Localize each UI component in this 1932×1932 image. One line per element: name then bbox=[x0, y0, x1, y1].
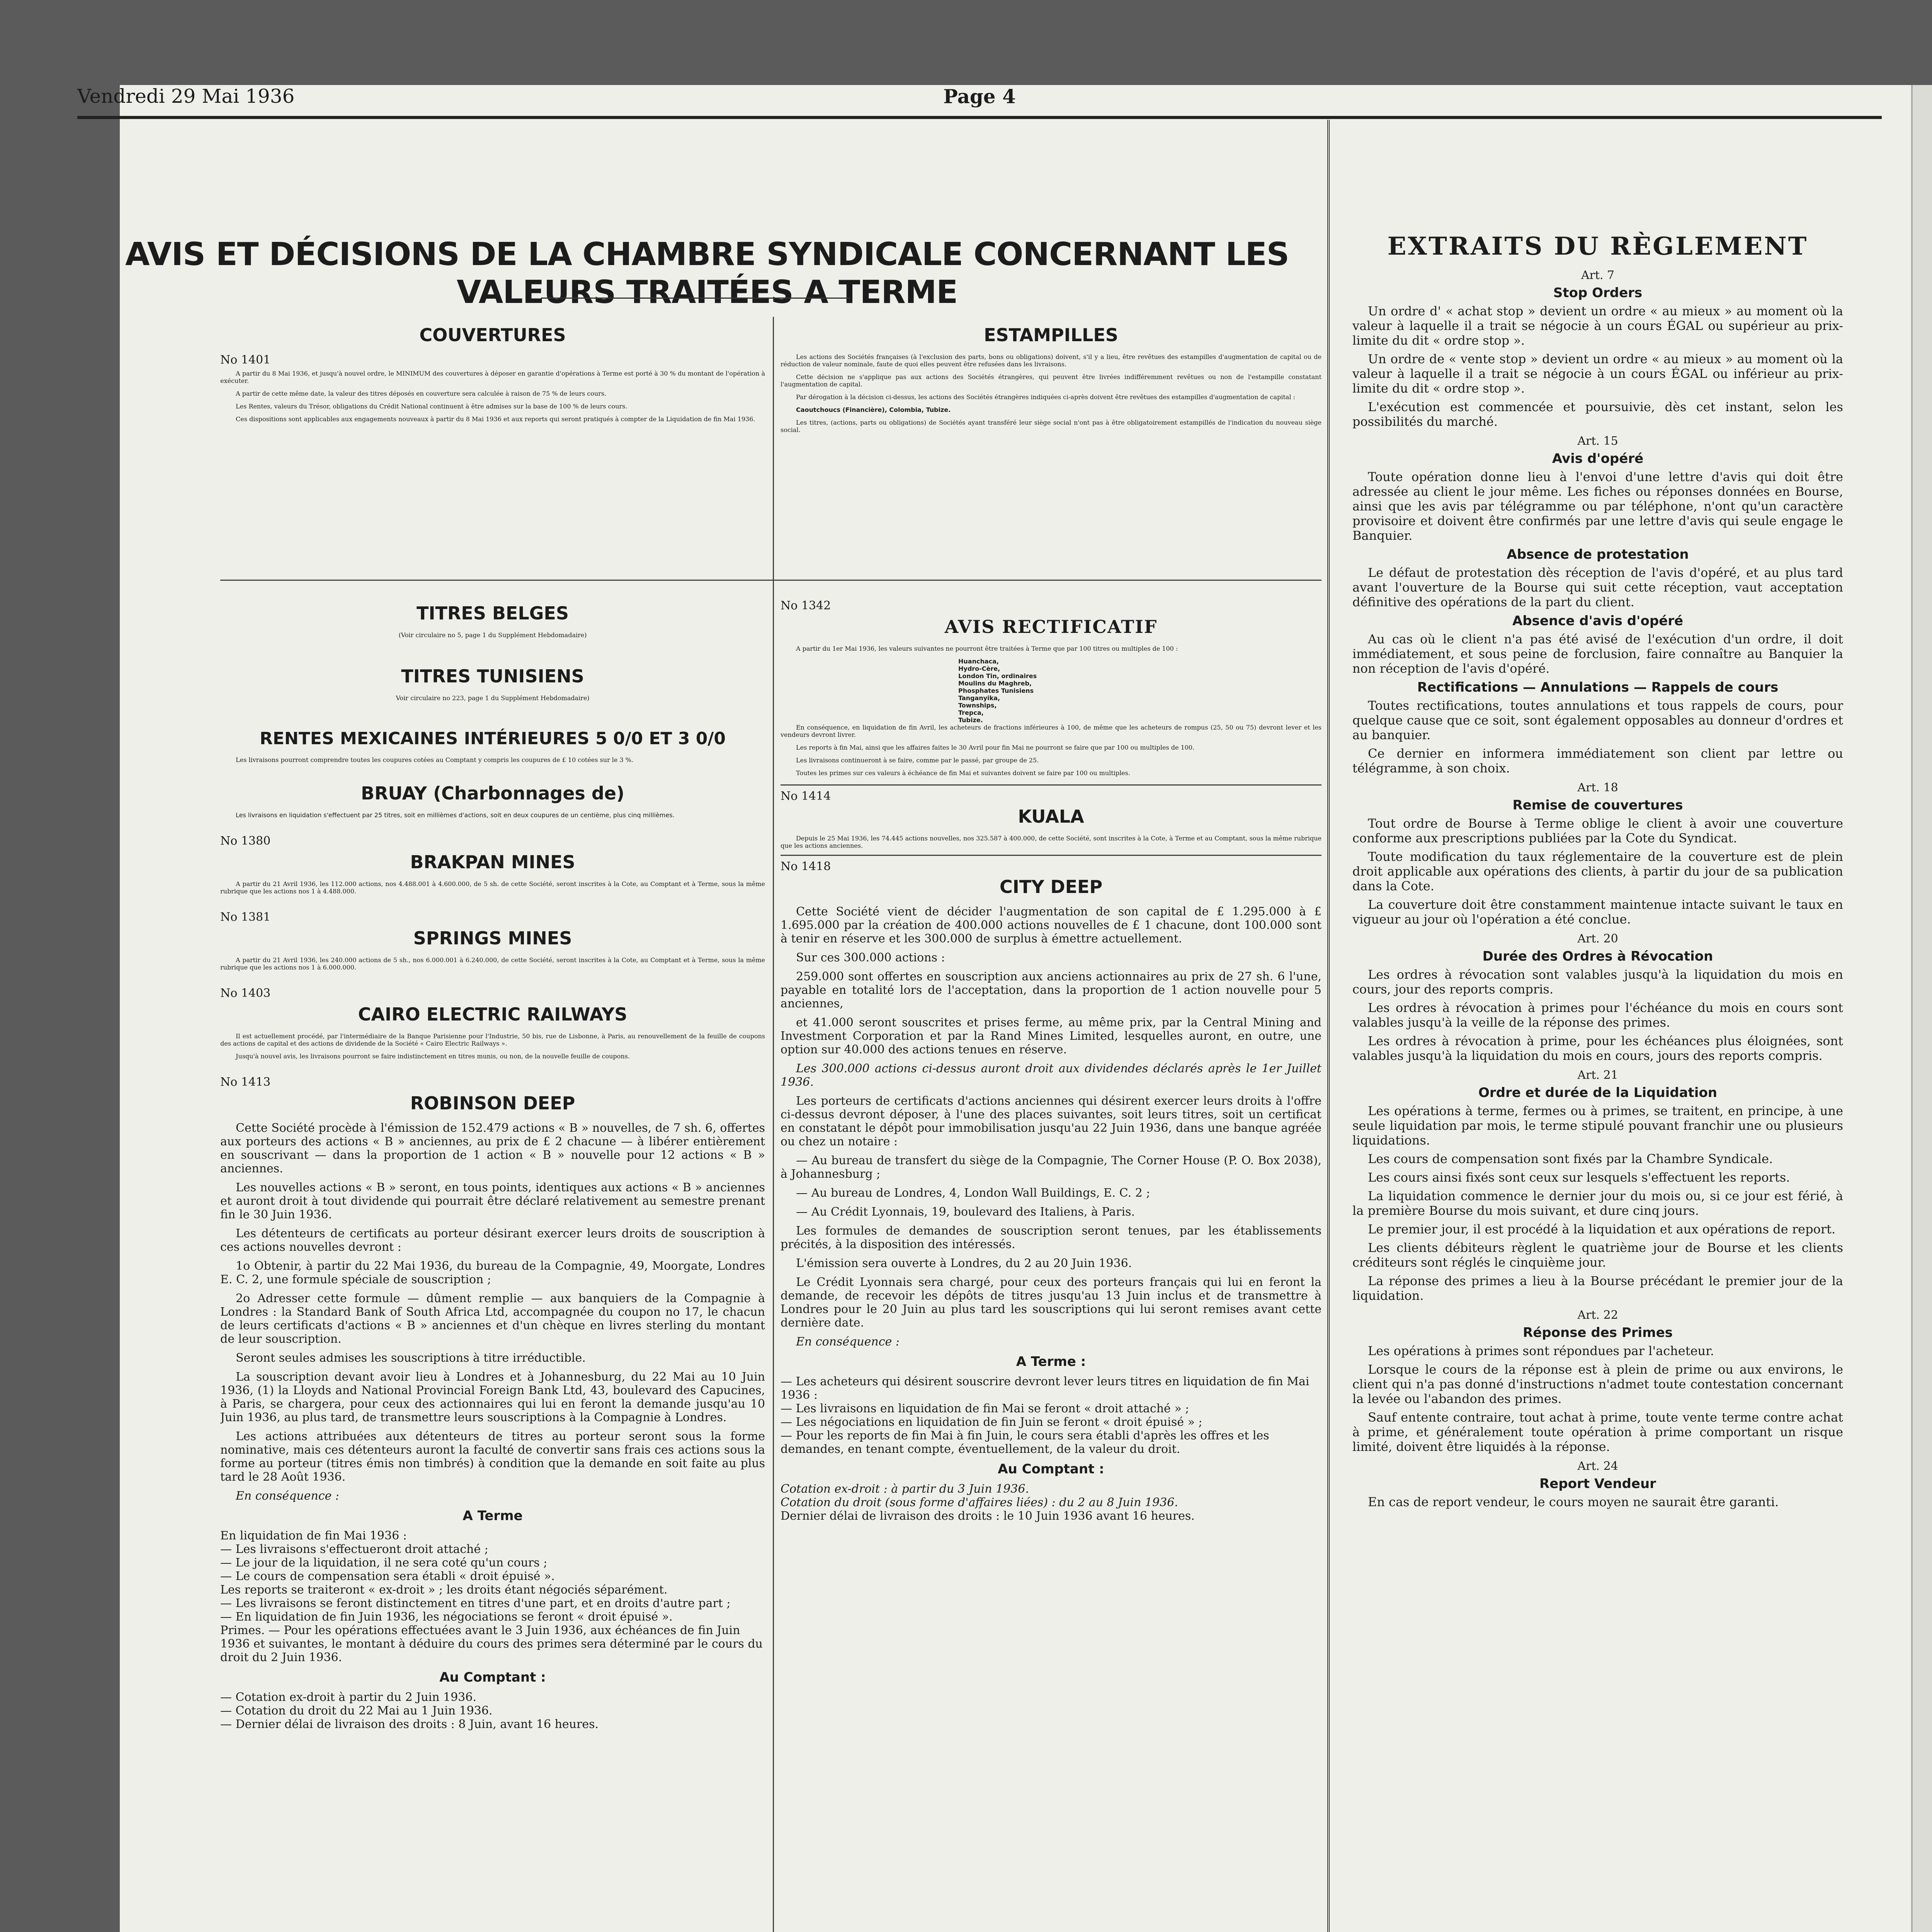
top-rule bbox=[77, 116, 1882, 119]
paragraph: Ces dispositions sont applicables aux engagements nouveaux à partir du 8 Mai 1936 et aux reports qui seront pratiqués à compter de la Liquidation de fin Mai 1936. bbox=[236, 415, 755, 423]
bruay-text: Les livraisons en liquidation s'effectuent par 25 titres, soit en millièmes d'actions, soit en deux coupures de un centième, plus cinq millièmes. bbox=[236, 811, 675, 819]
paragraph: — Au Crédit Lyonnais, 19, boulevard des Italiens, à Paris. bbox=[796, 1205, 1135, 1219]
paragraph: En conséquence : bbox=[796, 1335, 900, 1349]
article-title: Absence de protestation bbox=[1507, 547, 1689, 562]
avis-number: No 1342 bbox=[781, 599, 831, 612]
line: — Les négociations en liquidation de fin Juin se feront « droit épuisé » ; bbox=[781, 1415, 1202, 1429]
paragraph: et 41.000 seront souscrites et prises ferme, au même prix, par la Central Mining and Investment Corporation et par la Rand Mines Limited, lesquelles auront, en outre, une option sur 40.000 des actions tenues en réserve. bbox=[781, 1016, 1321, 1056]
robinson-text: Les actions attribuées aux détenteurs de titres au porteur seront sous la forme nominative, mais ces détenteurs auront la faculté de convertir sans frais ces actions sous la forme au porteur (titres émis non timbrés) à condition que la demande en soit faite au plus tard le 28 Août 1936. bbox=[220, 1430, 765, 1484]
notice-number: No 1401 bbox=[220, 353, 271, 367]
line: — Cotation ex-droit à partir du 2 Juin 1936. bbox=[220, 1690, 476, 1704]
article-paragraph: Lorsque le cours de la réponse est à plein de prime ou aux environs, le client qui n'a pas donné d'instructions n'admet toute contestation concernant la levée ou l'abandon des primes. bbox=[1352, 1362, 1843, 1406]
line: Primes. — Pour les opérations effectuées avant le 3 Juin 1936, aux échéances de fin Juin 1936 et suivantes, le montant à déduire du cours des primes sera déterminé par le cours du droit du 2 Juin 1936. bbox=[220, 1624, 763, 1664]
paragraph: Toutes les primes sur ces valeurs à échéance de fin Mai et suivantes doivent se faire par 100 ou multiples. bbox=[796, 769, 1130, 777]
article-paragraph: Tout ordre de Bourse à Terme oblige le client à avoir une couverture conforme aux prescriptions publiées par la Cote du Syndicat. bbox=[1352, 816, 1843, 845]
paragraph: Par dérogation à la décision ci-dessus, les actions des Sociétés étrangères indiquées ci-après doivent être revêtues des estampilles d'augmentation de capital : bbox=[796, 393, 1295, 401]
line: — Pour les reports de fin Mai à fin Juin, le cours sera établi d'après les offres et les demandes, en tenant compte, éventuellement, de la valeur du droit. bbox=[781, 1429, 1269, 1456]
cairo-title: CAIRO ELECTRIC RAILWAYS bbox=[358, 1004, 628, 1025]
brakpan-title: BRAKPAN MINES bbox=[410, 852, 575, 872]
article-paragraph: Les cours de compensation sont fixés par la Chambre Syndicale. bbox=[1368, 1151, 1773, 1166]
au-comptant-heading: Au Comptant : bbox=[439, 1670, 546, 1685]
robinson-number: No 1413 bbox=[220, 1075, 271, 1089]
robinson-text: Seront seules admises les souscriptions à titre irréductible. bbox=[236, 1351, 586, 1365]
section-title: COUVERTURES bbox=[419, 325, 566, 345]
article-paragraph: Le défaut de protestation dès réception de l'avis d'opéré, et au plus tard avant l'ouverture de la Bourse qui suit cette réception, vaut acceptation définitive des opérations de la part du client. bbox=[1352, 565, 1843, 609]
article-number: Art. 15 bbox=[1577, 434, 1618, 448]
titres-belges-text: (Voir circulaire no 5, page 1 du Supplément Hebdomadaire) bbox=[398, 631, 587, 639]
line: — Le jour de la liquidation, il ne sera coté qu'un cours ; bbox=[220, 1556, 548, 1570]
brakpan-text: A partir du 21 Avril 1936, les 112.000 actions, nos 4.488.001 à 4.600.000, de 5 sh. de cette Société, seront inscrites à la Cote, au Comptant et à Terme, sous la même rubrique que les actions nos 1 à 4.488.000. bbox=[220, 880, 765, 895]
paragraph: Les reports à fin Mai, ainsi que les affaires faites le 30 Avril pour fin Mai ne pourront se faire que par 100 ou multiples de 100. bbox=[796, 744, 1195, 751]
bruay-title: BRUAY (Charbonnages de) bbox=[361, 783, 624, 804]
article-paragraph: Au cas où le client n'a pas été avisé de l'exécution d'un ordre, il doit immédiatement, et sous peine de forclusion, faire connaître au Banquier la non réception de l'avis d'opéré. bbox=[1352, 632, 1843, 676]
list-item: London Tin, ordinaires bbox=[958, 672, 1037, 680]
article-paragraph: Toute modification du taux réglementaire de la couverture est de plein droit applicable aux opérations des clients, à partir du jour de sa publication dans la Cote. bbox=[1352, 849, 1843, 893]
reglement-title: EXTRAITS DU RÈGLEMENT bbox=[1387, 232, 1808, 261]
paragraph: Les porteurs de certificats d'actions anciennes qui désirent exercer leurs droits à l'offre ci-dessus devront déposer, à l'une des places suivantes, soit leurs titres, soit un certificat en constatant le dépôt pour immobilisation jusqu'au 22 Juin 1936, dans une banque agréée ou chez un notaire : bbox=[781, 1094, 1321, 1148]
article-paragraph: Un ordre de « vente stop » devient un ordre « au mieux » au moment où la valeur à laquelle il a trait se négocie à un cours ÉGAL ou inférieur au prix-limite du dit « ordre stop ». bbox=[1352, 352, 1843, 396]
next-page-edge bbox=[1911, 85, 1932, 1932]
left-notices bbox=[220, 599, 765, 1932]
line: — En liquidation de fin Juin 1936, les négociations se feront « droit épuisé ». bbox=[220, 1610, 673, 1624]
article-paragraph: Le premier jour, il est procédé à la liquidation et aux opérations de report. bbox=[1368, 1222, 1836, 1236]
paragraph: Cette décision ne s'applique pas aux actions des Sociétés étrangères, qui peuvent être livrées indifféremment revêtues ou non de l'estampille constatant l'augmentation de capital. bbox=[781, 373, 1321, 388]
article-paragraph: La réponse des primes a lieu à la Bourse précédant le premier jour de la liquidation. bbox=[1352, 1274, 1843, 1303]
a-terme-heading: A Terme bbox=[463, 1508, 523, 1524]
banner-underline bbox=[541, 298, 850, 299]
line: Cotation ex-droit : à partir du 3 Juin 1936. bbox=[781, 1482, 1029, 1496]
article-paragraph: Ce dernier en informera immédiatement son client par lettre ou télégramme, à son choix. bbox=[1352, 746, 1843, 776]
springs-text: A partir du 21 Avril 1936, les 240.000 actions de 5 sh., nos 6.000.001 à 6.240.000, de cette Société, seront inscrites à la Cote, au Comptant et à Terme, sous la même rubrique que les actions nos 1 à 6.000.000. bbox=[220, 956, 765, 971]
robinson-text: 1o Obtenir, à partir du 22 Mai 1936, du bureau de la Compagnie, 49, Moorgate, Londres E. C. 2, une formule spéciale de souscription ; bbox=[220, 1259, 765, 1286]
paragraph: Les 300.000 actions ci-dessus auront droit aux dividendes déclarés après le 1er Juillet 1936. bbox=[781, 1062, 1321, 1089]
running-header bbox=[77, 77, 1882, 112]
au-comptant-heading: Au Comptant : bbox=[998, 1461, 1104, 1477]
list-item: Townships, bbox=[958, 702, 997, 709]
paragraph: L'émission sera ouverte à Londres, du 2 au 20 Juin 1936. bbox=[796, 1257, 1132, 1270]
article-title: Absence d'avis d'opéré bbox=[1512, 613, 1684, 629]
rentes-text: Les livraisons pourront comprendre toutes les coupures cotées au Comptant y compris les coupures de £ 10 cotées sur le 3 %. bbox=[236, 756, 633, 764]
paragraph: Caoutchoucs (Financière), Colombia, Tubize. bbox=[796, 406, 951, 413]
city-number: No 1418 bbox=[781, 860, 831, 873]
article-paragraph: Sauf entente contraire, tout achat à prime, toute vente terme contre achat à prime, et généralement toute opération à prime comportant un risque limité, doivent être liquidés à la réponse. bbox=[1352, 1410, 1843, 1454]
estampilles-section bbox=[781, 321, 1321, 576]
avis-list bbox=[781, 658, 1321, 724]
list-item: Phosphates Tunisiens bbox=[958, 687, 1034, 694]
article-paragraph: La couverture doit être constamment maintenue intacte suivant le taux en vigueur au jour où l'opération a été conclue. bbox=[1352, 897, 1843, 927]
article-title: Avis d'opéré bbox=[1552, 451, 1644, 466]
page-number: Page 4 bbox=[943, 85, 1016, 108]
column-divider bbox=[773, 317, 774, 1932]
paragraph: Sur ces 300.000 actions : bbox=[796, 951, 945, 964]
kuala-title: KUALA bbox=[1018, 806, 1084, 827]
article-paragraph: Les ordres à révocation à prime, pour les échéances plus éloignées, sont valables jusqu'à la liquidation du mois en cours, jours des reports compris. bbox=[1352, 1034, 1843, 1063]
line: En liquidation de fin Mai 1936 : bbox=[220, 1529, 407, 1543]
line: — Les acheteurs qui désirent souscrire devront lever leurs titres en liquidation de fin Mai 1936 : bbox=[781, 1375, 1310, 1402]
line: — Dernier délai de livraison des droits : 8 Juin, avant 16 heures. bbox=[220, 1718, 599, 1731]
robinson-text: Les nouvelles actions « B » seront, en tous points, identiques aux actions « B » anciennes et auront droit à tout dividende qui pourrait être déclaré relativement au semestre prenant fin le 30 Juin 1936. bbox=[220, 1181, 765, 1221]
article-paragraph: Les ordres à révocation à primes pour l'échéance du mois en cours sont valables jusqu'à la veille de la réponse des primes. bbox=[1352, 1000, 1843, 1030]
couvertures-section bbox=[220, 321, 765, 576]
article-paragraph: Toutes rectifications, toutes annulations et tous rappels de cours, pour quelque cause que ce soit, sont également opposables au donneur d'ordres et au banquier. bbox=[1352, 698, 1843, 742]
cairo-text: Il est actuellement procédé, par l'intermédiaire de la Banque Parisienne pour l'Industrie, 50 bis, rue de Lisbonne, à Paris, au renouvellement de la feuille de coupons des actions de capital et des actions de dividende de la Société « Cairo Electric Railways ». bbox=[220, 1032, 765, 1047]
robinson-text: 2o Adresser cette formule — dûment remplie — aux banquiers de la Compagnie à Londres : la Standard Bank of South Africa Ltd, accompagnée du coupon no 17, le chacun de leurs certificats d'actions « B » anciennes et d'un chèque en livres sterling du montant de leur souscription. bbox=[220, 1292, 765, 1346]
avis-title: AVIS RECTIFICATIF bbox=[944, 616, 1158, 637]
article-number: Art. 21 bbox=[1577, 1068, 1618, 1082]
article-number: Art. 20 bbox=[1577, 932, 1618, 946]
list-item: Moulins du Maghreb, bbox=[958, 680, 1032, 687]
titres-tunisiens-text: Voir circulaire no 223, page 1 du Supplément Hebdomadaire) bbox=[396, 694, 590, 702]
line: — Les livraisons s'effectueront droit attaché ; bbox=[220, 1543, 488, 1556]
article-number: Art. 18 bbox=[1577, 781, 1618, 794]
titres-tunisiens-title: TITRES TUNISIENS bbox=[401, 666, 584, 687]
paragraph: — Au bureau de Londres, 4, London Wall Buildings, E. C. 2 ; bbox=[796, 1186, 1150, 1200]
list-item: Tanganyika, bbox=[958, 694, 1000, 702]
paragraph: A partir du 8 Mai 1936, et jusqu'à nouvel ordre, le MINIMUM des couvertures à déposer en garantie d'opérations à Terme est porté à 30 % du montant de l'opération à exécuter. bbox=[220, 370, 765, 384]
line: — Les livraisons se feront distinctement en titres d'une part, et en droits d'autre part ; bbox=[220, 1597, 731, 1610]
banner-title: AVIS ET DÉCISIONS DE LA CHAMBRE SYNDICALE CONCERNANT LES VALEURS TRAITÉES A TERME bbox=[125, 236, 1289, 311]
list-item: Hydro-Cère, bbox=[958, 665, 1000, 672]
kuala-text: Depuis le 25 Mai 1936, les 74.445 actions nouvelles, nos 325.587 à 400.000, de cette Société, sont inscrites à la Cote, à Terme et au Comptant, sous la même rubrique que les actions anciennes. bbox=[781, 835, 1321, 849]
avis-intro: A partir du 1er Mai 1936, les valeurs suivantes ne pourront être traitées à Terme que par 100 titres ou multiples de 100 : bbox=[796, 645, 1178, 652]
paragraph: Les formules de demandes de souscription seront tenues, par les établissements précités, à la disposition des intéressés. bbox=[781, 1224, 1321, 1251]
paragraph: Les actions des Sociétés françaises (à l'exclusion des parts, bons ou obligations) doivent, s'il y a lieu, être revêtues des estampilles d'augmentation de capital ou de réduction de valeur nominale, faute de quoi elles peuvent être refusées dans les livraisons. bbox=[781, 353, 1321, 368]
article-title: Rectifications — Annulations — Rappels de cours bbox=[1417, 680, 1779, 695]
springs-number: No 1381 bbox=[220, 910, 271, 924]
article-paragraph: En cas de report vendeur, le cours moyen ne saurait être garanti. bbox=[1368, 1495, 1779, 1509]
section-divider bbox=[220, 580, 1321, 581]
line: — Cotation du droit du 22 Mai au 1 Juin 1936. bbox=[220, 1704, 493, 1718]
springs-title: SPRINGS MINES bbox=[413, 928, 572, 949]
article-paragraph: Les ordres à révocation sont valables jusqu'à la liquidation du mois en cours, jour des reports compris. bbox=[1352, 967, 1843, 997]
paragraph: Le Crédit Lyonnais sera chargé, pour ceux des porteurs français qui lui en feront la demande, de recevoir les dépôts de titres jusqu'au 13 Juin inclus et de transmettre à Londres pour le 20 Juin au plus tard les souscriptions qui lui seront remises avant cette dernière date. bbox=[781, 1276, 1321, 1330]
article-paragraph: Les opérations à terme, fermes ou à primes, se traitent, en principe, à une seule liquidation par mois, le terme stipulé pouvant franchir une ou plusieurs liquidations. bbox=[1352, 1104, 1843, 1148]
robinson-text: Les détenteurs de certificats au porteur désirant exercer leurs droits de souscription à ces actions nouvelles devront : bbox=[220, 1227, 765, 1254]
article-title: Stop Orders bbox=[1553, 285, 1643, 301]
article-paragraph: Les clients débiteurs règlent le quatrième jour de Bourse et les clients créditeurs sont réglés le cinquième jour. bbox=[1352, 1240, 1843, 1270]
robinson-title: ROBINSON DEEP bbox=[410, 1093, 575, 1114]
a-terme-heading: A Terme : bbox=[1016, 1354, 1086, 1369]
article-paragraph: La liquidation commence le dernier jour du mois ou, si ce jour est férié, à la première Bourse du mois suivant, et dure cinq jours. bbox=[1352, 1189, 1843, 1218]
article-title: Remise de couvertures bbox=[1512, 798, 1683, 813]
brakpan-number: No 1380 bbox=[220, 834, 271, 848]
list-item: Tubize. bbox=[958, 716, 983, 724]
article-paragraph: Un ordre d' « achat stop » devient un ordre « au mieux » au moment où la valeur à laquelle il a trait se négocie à un cours ÉGAL ou supérieur au prix-limite du dit « ordre stop ». bbox=[1352, 304, 1843, 348]
robinson-text: Cette Société procède à l'émission de 152.479 actions « B » nouvelles, de 7 sh. 6, offertes aux porteurs des actions « B » anciennes, au prix de £ 2 chacune — à libérer entièrement en souscrivant — dans la proportion de 1 action « B » nouvelle pour 12 actions « B » anciennes. bbox=[220, 1121, 765, 1175]
article-paragraph: Les opérations à primes sont répondues par l'acheteur. bbox=[1368, 1344, 1714, 1358]
article-title: Ordre et durée de la Liquidation bbox=[1478, 1085, 1718, 1100]
line: Les reports se traiteront « ex-droit » ; les droits étant négociés séparément. bbox=[220, 1583, 668, 1597]
article-paragraph: L'exécution est commencée et poursuivie, dès cet instant, selon les possibilités du marché. bbox=[1352, 400, 1843, 429]
article-title: Réponse des Primes bbox=[1523, 1325, 1673, 1340]
paragraph: Les Rentes, valeurs du Trésor, obligations du Crédit National continuent à être admises sur la base de 100 % de leurs cours. bbox=[236, 403, 628, 410]
robinson-text: En conséquence : bbox=[236, 1489, 339, 1503]
line: Dernier délai de livraison des droits : le 10 Juin 1936 avant 16 heures. bbox=[781, 1509, 1195, 1523]
paragraph: Les livraisons continueront à se faire, comme par le passé, par groupe de 25. bbox=[796, 757, 1039, 764]
paragraph: 259.000 sont offertes en souscription aux anciens actionnaires au prix de 27 sh. 6 l'une, payable en totalité lors de l'acceptation, dans la proportion de 1 action nouvelle pour 5 anciennes, bbox=[781, 970, 1321, 1010]
article-number: Art. 22 bbox=[1577, 1308, 1618, 1322]
paragraph: En conséquence, en liquidation de fin Avril, les acheteurs de fractions inférieures à 100, de même que les acheteurs de rompus (25, 50 ou 75) devront lever et les vendeurs devront livrer. bbox=[781, 724, 1321, 738]
section-title: ESTAMPILLES bbox=[984, 325, 1118, 345]
paragraph: A partir de cette même date, la valeur des titres déposés en couverture sera calculée à raison de 75 % de leurs cours. bbox=[236, 390, 607, 397]
reglement-column bbox=[1352, 216, 1843, 1932]
paragraph: Cette Société vient de décider l'augmentation de son capital de £ 1.295.000 à £ 1.695.000 par la création de 400.000 actions nouvelles de £ 1 chacune, dont 100.000 sont à tenir en réserve et les 300.000 de surplus à émettre actuellement. bbox=[781, 905, 1321, 946]
article-paragraph: Les cours ainsi fixés sont ceux sur lesquels s'effectuent les reports. bbox=[1368, 1170, 1790, 1185]
issue-date: Vendredi 29 Mai 1936 bbox=[77, 85, 295, 107]
article-number: Art. 7 bbox=[1581, 269, 1615, 282]
kuala-number: No 1414 bbox=[781, 789, 831, 803]
robinson-text: La souscription devant avoir lieu à Londres et à Johannesburg, du 22 Mai au 10 Juin 1936, (1) la Lloyds and National Provincial Foreign Bank Ltd, 43, boulevard des Capucines, à Paris, se chargera, pour ceux des actionnaires qui lui en feront la demande jusqu'au 10 Juin 1936, au plus tard, de transmettre leurs souscriptions à la Compagnie à Londres. bbox=[220, 1370, 765, 1424]
cairo-text: Jusqu'à nouvel avis, les livraisons pourront se faire indistinctement en titres munis, ou non, de la nouvelle feuille de coupons. bbox=[236, 1053, 630, 1060]
titres-belges-title: TITRES BELGES bbox=[417, 603, 569, 624]
city-title: CITY DEEP bbox=[999, 876, 1103, 897]
article-paragraph: Toute opération donne lieu à l'envoi d'une lettre d'avis qui doit être adressée au client le jour même. Les fiches ou réponses données en Bourse, ainsi que les avis par télégramme ou par téléphone, n'ont qu'un caractère provisoire et doivent être confirmés par une lettre d'avis qui seule engage le Banquier. bbox=[1352, 469, 1843, 543]
line: — Le cours de compensation sera établi « droit épuisé ». bbox=[220, 1570, 555, 1583]
article-title: Durée des Ordres à Révocation bbox=[1482, 949, 1713, 964]
cairo-number: No 1403 bbox=[220, 986, 271, 1000]
list-item: Trepca, bbox=[958, 709, 984, 716]
article-number: Art. 24 bbox=[1577, 1459, 1618, 1473]
list-item: Huanchaca, bbox=[958, 658, 999, 665]
rentes-title: RENTES MEXICAINES INTÉRIEURES 5 0/0 ET 3 0/0 bbox=[259, 729, 726, 748]
paragraph: — Au bureau de transfert du siège de la Compagnie, The Corner House (P. O. Box 2038), à Johannesburg ; bbox=[781, 1154, 1321, 1181]
article-title: Report Vendeur bbox=[1539, 1476, 1656, 1492]
line: — Les livraisons en liquidation de fin Mai se feront « droit attaché » ; bbox=[781, 1402, 1189, 1415]
line: Cotation du droit (sous forme d'affaires liées) : du 2 au 8 Juin 1936. bbox=[781, 1496, 1178, 1509]
middle-notices bbox=[781, 599, 1321, 1932]
paragraph: Les titres, (actions, parts ou obligations) de Sociétés ayant transféré leur siège social n'ont pas à être obligatoirement estampillés de l'indication du nouveau siège social. bbox=[781, 419, 1321, 434]
